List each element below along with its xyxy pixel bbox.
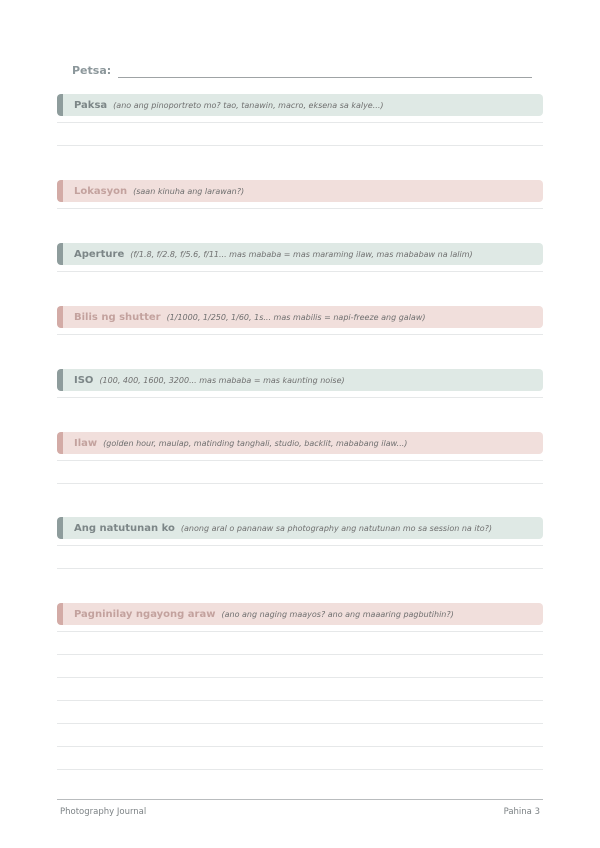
- section-hint: (anong aral o pananaw sa photography ang natutunan mo sa session na ito?): [180, 523, 492, 533]
- section-hint: (ano ang naging maayos? ano ang maaaring pagbutihin?): [221, 609, 454, 619]
- writing-line[interactable]: [57, 746, 543, 747]
- writing-line[interactable]: [57, 208, 543, 209]
- footer-page-number: Pahina 3: [503, 807, 540, 817]
- writing-line[interactable]: [57, 483, 543, 484]
- section-hint: (f/1.8, f/2.8, f/5.6, f/11... mas mababa = mas maraming ilaw, mas mababaw na lalim): [130, 249, 473, 259]
- writing-line[interactable]: [57, 460, 543, 461]
- section-title: Lokasyon: [74, 185, 128, 197]
- section-title: Ang natutunan ko: [74, 522, 175, 534]
- writing-line[interactable]: [57, 568, 543, 569]
- section-shutter-speed: [57, 306, 543, 328]
- writing-line[interactable]: [57, 271, 543, 272]
- section-hint: (100, 400, 1600, 3200... mas mababa = mas kaunting noise): [99, 375, 345, 385]
- writing-line[interactable]: [57, 654, 543, 655]
- section-learned: [57, 517, 543, 539]
- section-location: [57, 180, 543, 202]
- writing-line[interactable]: [57, 700, 543, 701]
- section-title: Bilis ng shutter: [74, 311, 161, 323]
- writing-line[interactable]: [57, 122, 543, 123]
- writing-line[interactable]: [57, 769, 543, 770]
- section-aperture: [57, 243, 543, 265]
- date-row: [72, 62, 532, 80]
- date-label: Petsa:: [72, 64, 112, 77]
- section-subject: [57, 94, 543, 116]
- writing-line[interactable]: [57, 145, 543, 146]
- date-write-line[interactable]: [118, 77, 532, 78]
- writing-line[interactable]: [57, 631, 543, 632]
- section-hint: (golden hour, maulap, matinding tanghali, studio, backlit, mababang ilaw...): [103, 438, 408, 448]
- section-title: Aperture: [74, 248, 125, 260]
- section-title: Pagninilay ngayong araw: [74, 608, 216, 620]
- section-hint: (1/1000, 1/250, 1/60, 1s... mas mabilis = napi-freeze ang galaw): [166, 312, 426, 322]
- section-light: [57, 432, 543, 454]
- section-hint: (ano ang pinoportreto mo? tao, tanawin, macro, eksena sa kalye...): [113, 100, 384, 110]
- section-iso: [57, 369, 543, 391]
- section-title: Paksa: [74, 99, 108, 111]
- writing-line[interactable]: [57, 545, 543, 546]
- section-reflection: [57, 603, 543, 625]
- footer-journal-name: Photography Journal: [60, 807, 147, 817]
- writing-line[interactable]: [57, 397, 543, 398]
- footer-divider: [57, 799, 543, 800]
- writing-line[interactable]: [57, 677, 543, 678]
- section-title: Ilaw: [74, 437, 98, 449]
- section-hint: (saan kinuha ang larawan?): [133, 186, 245, 196]
- section-title: ISO: [74, 374, 94, 386]
- writing-line[interactable]: [57, 334, 543, 335]
- writing-line[interactable]: [57, 723, 543, 724]
